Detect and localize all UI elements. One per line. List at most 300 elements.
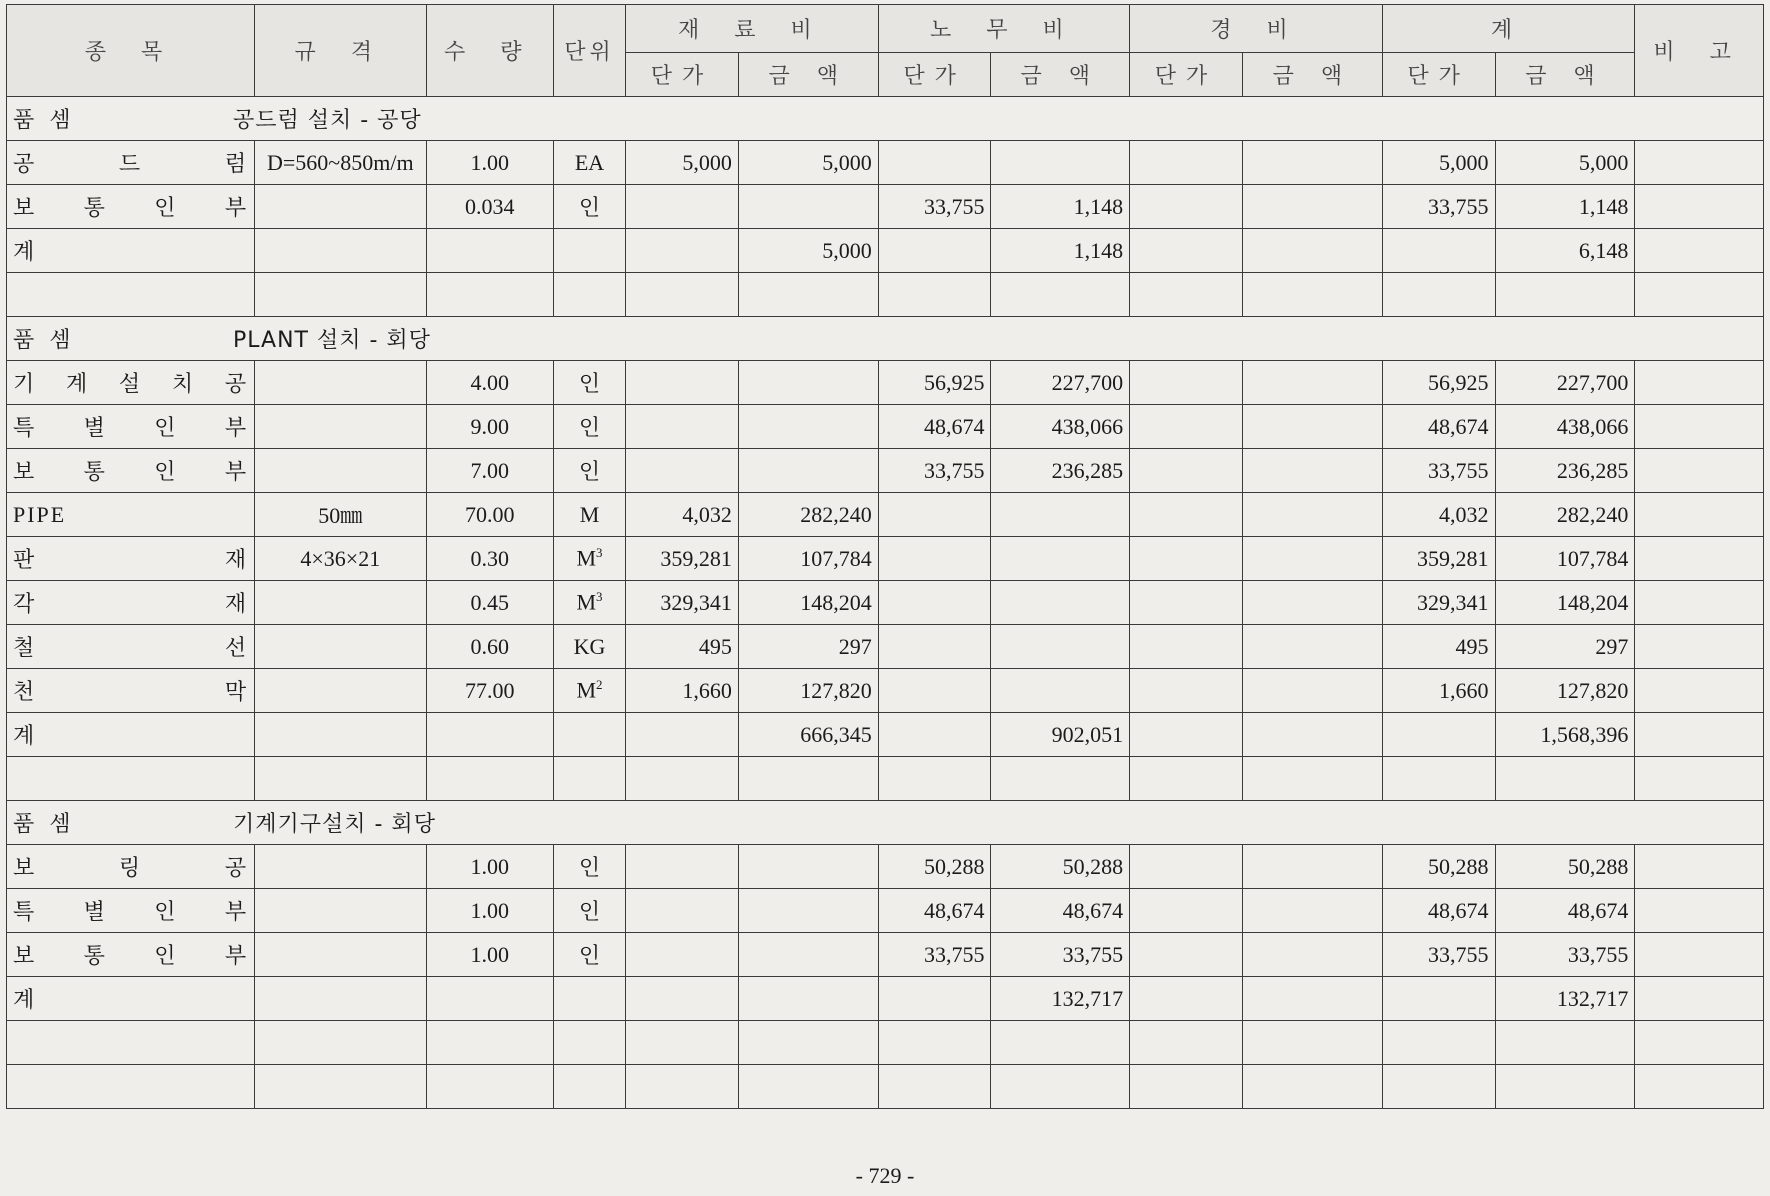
empty-cell bbox=[1242, 1065, 1382, 1109]
cell-tot-p: 5,000 bbox=[1382, 141, 1495, 185]
empty-cell bbox=[1130, 273, 1243, 317]
cell-remark bbox=[1635, 845, 1764, 889]
cell-mat-a: 107,784 bbox=[738, 537, 878, 581]
empty-cell bbox=[878, 1065, 991, 1109]
item-spec bbox=[255, 361, 426, 405]
empty-cell bbox=[255, 1021, 426, 1065]
cell-mat-a: 297 bbox=[738, 625, 878, 669]
empty-cell bbox=[991, 1021, 1130, 1065]
header-material-unit-price: 단가 bbox=[626, 53, 739, 97]
item-qty: 0.45 bbox=[426, 581, 553, 625]
section-title: PLANT 설치 - 회당 bbox=[233, 328, 431, 353]
section-prefix: 품 셈 bbox=[13, 108, 75, 133]
item-unit-text: 인 bbox=[578, 195, 601, 220]
table-row bbox=[7, 537, 1764, 581]
cell-exp-a bbox=[1242, 493, 1382, 537]
empty-cell bbox=[1635, 1021, 1764, 1065]
item-spec bbox=[255, 581, 426, 625]
empty-cell bbox=[255, 1065, 426, 1109]
item-unit bbox=[553, 889, 625, 933]
item-unit-text: 인 bbox=[578, 943, 601, 968]
empty-cell bbox=[1635, 229, 1764, 273]
subtotal-material: 5,000 bbox=[738, 229, 878, 273]
cell-tot-p: 329,341 bbox=[1382, 581, 1495, 625]
cell-tot-p: 359,281 bbox=[1382, 537, 1495, 581]
header-unit: 단위 bbox=[553, 5, 625, 97]
empty-cell bbox=[626, 757, 739, 801]
item-name bbox=[7, 361, 255, 405]
cell-lab-a: 1,148 bbox=[991, 185, 1130, 229]
cell-exp-a bbox=[1242, 581, 1382, 625]
page-number: - 729 - bbox=[855, 1163, 915, 1188]
cell-lab-a bbox=[991, 625, 1130, 669]
header-expense-amount: 금 액 bbox=[1242, 53, 1382, 97]
cell-mat-p bbox=[626, 405, 739, 449]
item-qty: 7.00 bbox=[426, 449, 553, 493]
empty-cell bbox=[553, 757, 625, 801]
item-unit bbox=[553, 625, 625, 669]
empty-cell bbox=[738, 757, 878, 801]
item-unit bbox=[553, 669, 625, 713]
item-unit-text: 인 bbox=[578, 459, 601, 484]
empty-cell bbox=[878, 1021, 991, 1065]
section-prefix: 품 셈 bbox=[13, 328, 75, 353]
header-expense: 경 비 bbox=[1130, 5, 1383, 53]
item-unit-text: 인 bbox=[578, 371, 601, 396]
header-remark: 비 고 bbox=[1635, 5, 1764, 97]
cell-exp-p bbox=[1130, 361, 1243, 405]
cell-lab-p bbox=[878, 493, 991, 537]
empty-cell bbox=[426, 273, 553, 317]
cell-lab-a: 33,755 bbox=[991, 933, 1130, 977]
cell-lab-a: 227,700 bbox=[991, 361, 1130, 405]
section-row bbox=[7, 801, 1764, 845]
cell-lab-a: 236,285 bbox=[991, 449, 1130, 493]
section-prefix: 품 셈 bbox=[13, 812, 75, 837]
item-unit-text: 인 bbox=[578, 899, 601, 924]
subtotal-label: 계 bbox=[7, 977, 255, 1021]
cell-mat-p bbox=[626, 185, 739, 229]
empty-cell bbox=[255, 757, 426, 801]
cell-lab-p bbox=[878, 141, 991, 185]
item-spec bbox=[255, 405, 426, 449]
table-row bbox=[7, 669, 1764, 713]
item-name bbox=[7, 449, 255, 493]
cost-estimate-table bbox=[6, 4, 1764, 1109]
cell-mat-a bbox=[738, 405, 878, 449]
cell-mat-a bbox=[738, 185, 878, 229]
empty-cell bbox=[7, 1021, 255, 1065]
cell-exp-p bbox=[1130, 845, 1243, 889]
item-spec: D=560~850m/m bbox=[255, 141, 426, 185]
item-spec bbox=[255, 625, 426, 669]
cell-lab-p: 33,755 bbox=[878, 449, 991, 493]
item-name-text: 각 재 bbox=[13, 591, 249, 616]
item-unit bbox=[553, 449, 625, 493]
empty-cell bbox=[255, 713, 426, 757]
table-row bbox=[7, 933, 1764, 977]
cell-lab-a bbox=[991, 493, 1130, 537]
empty-cell bbox=[991, 273, 1130, 317]
cell-remark bbox=[1635, 933, 1764, 977]
item-name-text: 특 별 인 부 bbox=[13, 899, 249, 924]
table-row bbox=[7, 845, 1764, 889]
section-header bbox=[7, 801, 1764, 845]
cell-mat-a bbox=[738, 361, 878, 405]
cell-tot-a: 236,285 bbox=[1495, 449, 1635, 493]
empty-cell bbox=[1130, 977, 1243, 1021]
cell-lab-a: 50,288 bbox=[991, 845, 1130, 889]
blank-row bbox=[7, 273, 1764, 317]
item-name-text: 공 드 럼 bbox=[13, 151, 249, 176]
cell-mat-a: 5,000 bbox=[738, 141, 878, 185]
empty-cell bbox=[1635, 977, 1764, 1021]
empty-cell bbox=[1635, 1065, 1764, 1109]
header-total-amount: 금 액 bbox=[1495, 53, 1635, 97]
table-row bbox=[7, 581, 1764, 625]
item-name: PIPE bbox=[7, 493, 255, 537]
subtotal-row bbox=[7, 977, 1764, 1021]
empty-cell bbox=[878, 977, 991, 1021]
cell-tot-a: 127,820 bbox=[1495, 669, 1635, 713]
empty-cell bbox=[626, 229, 739, 273]
cell-exp-p bbox=[1130, 581, 1243, 625]
empty-cell bbox=[1242, 977, 1382, 1021]
item-unit bbox=[553, 537, 625, 581]
cell-exp-a bbox=[1242, 889, 1382, 933]
cell-mat-p: 1,660 bbox=[626, 669, 739, 713]
empty-cell bbox=[553, 713, 625, 757]
table-row bbox=[7, 889, 1764, 933]
item-name bbox=[7, 889, 255, 933]
section-row bbox=[7, 317, 1764, 361]
empty-cell bbox=[1635, 273, 1764, 317]
cell-remark bbox=[1635, 581, 1764, 625]
item-unit-superscript: 3 bbox=[596, 589, 603, 605]
item-name bbox=[7, 625, 255, 669]
empty-cell bbox=[426, 1065, 553, 1109]
empty-cell bbox=[1382, 713, 1495, 757]
item-spec bbox=[255, 933, 426, 977]
empty-cell bbox=[7, 757, 255, 801]
cell-exp-a bbox=[1242, 845, 1382, 889]
cell-mat-a bbox=[738, 449, 878, 493]
cell-tot-p: 33,755 bbox=[1382, 185, 1495, 229]
empty-cell bbox=[1130, 713, 1243, 757]
item-qty: 1.00 bbox=[426, 889, 553, 933]
item-name bbox=[7, 405, 255, 449]
empty-cell bbox=[1242, 273, 1382, 317]
item-unit-superscript: 2 bbox=[596, 677, 603, 693]
item-qty: 1.00 bbox=[426, 845, 553, 889]
item-qty: 0.60 bbox=[426, 625, 553, 669]
cell-tot-a: 297 bbox=[1495, 625, 1635, 669]
item-unit-text: KG bbox=[573, 633, 606, 659]
subtotal-material bbox=[738, 977, 878, 1021]
cell-tot-a: 1,148 bbox=[1495, 185, 1635, 229]
cell-remark bbox=[1635, 141, 1764, 185]
empty-cell bbox=[426, 1021, 553, 1065]
item-unit-text: M bbox=[576, 589, 597, 615]
item-unit bbox=[553, 405, 625, 449]
subtotal-total: 6,148 bbox=[1495, 229, 1635, 273]
header-item: 종 목 bbox=[7, 5, 255, 97]
empty-cell bbox=[255, 229, 426, 273]
subtotal-row bbox=[7, 713, 1764, 757]
cell-lab-a bbox=[991, 141, 1130, 185]
cell-exp-p bbox=[1130, 537, 1243, 581]
cell-mat-p bbox=[626, 889, 739, 933]
empty-cell bbox=[1242, 713, 1382, 757]
header-total-unit-price: 단가 bbox=[1382, 53, 1495, 97]
empty-cell bbox=[991, 757, 1130, 801]
cell-exp-p bbox=[1130, 449, 1243, 493]
subtotal-labor: 132,717 bbox=[991, 977, 1130, 1021]
item-name bbox=[7, 845, 255, 889]
cell-exp-p bbox=[1130, 405, 1243, 449]
cell-lab-a: 438,066 bbox=[991, 405, 1130, 449]
item-name bbox=[7, 933, 255, 977]
cell-exp-a bbox=[1242, 625, 1382, 669]
subtotal-label: 계 bbox=[7, 229, 255, 273]
item-qty: 4.00 bbox=[426, 361, 553, 405]
empty-cell bbox=[553, 977, 625, 1021]
header-labor: 노 무 비 bbox=[878, 5, 1129, 53]
header-qty: 수 량 bbox=[426, 5, 553, 97]
cell-exp-a bbox=[1242, 537, 1382, 581]
item-name-text: 기 계 설 치 공 bbox=[13, 371, 249, 396]
item-unit-text: EA bbox=[574, 149, 605, 175]
cell-tot-p: 48,674 bbox=[1382, 889, 1495, 933]
cell-tot-p: 56,925 bbox=[1382, 361, 1495, 405]
empty-cell bbox=[255, 273, 426, 317]
cell-tot-a: 107,784 bbox=[1495, 537, 1635, 581]
item-qty: 9.00 bbox=[426, 405, 553, 449]
cell-lab-p bbox=[878, 625, 991, 669]
item-unit bbox=[553, 933, 625, 977]
empty-cell bbox=[1130, 229, 1243, 273]
table-row bbox=[7, 185, 1764, 229]
empty-cell bbox=[1382, 757, 1495, 801]
cell-remark bbox=[1635, 185, 1764, 229]
item-unit bbox=[553, 361, 625, 405]
item-spec bbox=[255, 845, 426, 889]
empty-cell bbox=[1495, 273, 1635, 317]
item-unit-text: 인 bbox=[578, 415, 601, 440]
table-row bbox=[7, 449, 1764, 493]
empty-cell bbox=[255, 977, 426, 1021]
cell-lab-p bbox=[878, 669, 991, 713]
cell-remark bbox=[1635, 537, 1764, 581]
cell-mat-a bbox=[738, 933, 878, 977]
empty-cell bbox=[626, 713, 739, 757]
empty-cell bbox=[738, 1021, 878, 1065]
cell-exp-a bbox=[1242, 361, 1382, 405]
cell-remark bbox=[1635, 449, 1764, 493]
empty-cell bbox=[426, 757, 553, 801]
item-name bbox=[7, 537, 255, 581]
item-qty: 0.30 bbox=[426, 537, 553, 581]
section-header bbox=[7, 317, 1764, 361]
header-spec: 규 격 bbox=[255, 5, 426, 97]
empty-cell bbox=[426, 713, 553, 757]
cell-tot-a: 5,000 bbox=[1495, 141, 1635, 185]
item-unit bbox=[553, 845, 625, 889]
item-spec: 50㎜ bbox=[255, 493, 426, 537]
empty-cell bbox=[626, 1021, 739, 1065]
cell-mat-p: 359,281 bbox=[626, 537, 739, 581]
cell-lab-a bbox=[991, 537, 1130, 581]
item-spec bbox=[255, 449, 426, 493]
cell-mat-p: 495 bbox=[626, 625, 739, 669]
cell-lab-p: 33,755 bbox=[878, 185, 991, 229]
empty-cell bbox=[991, 1065, 1130, 1109]
cell-tot-a: 50,288 bbox=[1495, 845, 1635, 889]
empty-cell bbox=[1495, 757, 1635, 801]
cell-mat-p bbox=[626, 361, 739, 405]
table-row bbox=[7, 141, 1764, 185]
cell-tot-p: 33,755 bbox=[1382, 933, 1495, 977]
cell-lab-a bbox=[991, 669, 1130, 713]
cell-tot-a: 227,700 bbox=[1495, 361, 1635, 405]
item-unit bbox=[553, 185, 625, 229]
section-row bbox=[7, 97, 1764, 141]
empty-cell bbox=[1382, 1021, 1495, 1065]
cell-mat-a: 127,820 bbox=[738, 669, 878, 713]
empty-cell bbox=[878, 273, 991, 317]
item-unit-text: M bbox=[576, 545, 597, 571]
item-name bbox=[7, 185, 255, 229]
item-spec bbox=[255, 185, 426, 229]
cell-remark bbox=[1635, 889, 1764, 933]
header-labor-amount: 금 액 bbox=[991, 53, 1130, 97]
item-name bbox=[7, 669, 255, 713]
subtotal-label: 계 bbox=[7, 713, 255, 757]
empty-cell bbox=[878, 757, 991, 801]
cell-mat-p: 4,032 bbox=[626, 493, 739, 537]
section-title: 기계기구설치 - 회당 bbox=[233, 812, 436, 837]
empty-cell bbox=[1635, 757, 1764, 801]
table-body bbox=[7, 97, 1764, 1109]
subtotal-labor: 1,148 bbox=[991, 229, 1130, 273]
section-header bbox=[7, 97, 1764, 141]
table-row bbox=[7, 625, 1764, 669]
cell-remark bbox=[1635, 405, 1764, 449]
cell-tot-p: 50,288 bbox=[1382, 845, 1495, 889]
item-name-text: 보 통 인 부 bbox=[13, 459, 249, 484]
item-qty: 77.00 bbox=[426, 669, 553, 713]
empty-cell bbox=[1382, 273, 1495, 317]
cell-tot-p: 1,660 bbox=[1382, 669, 1495, 713]
item-qty: 70.00 bbox=[426, 493, 553, 537]
empty-cell bbox=[553, 1021, 625, 1065]
item-name-text: 보 링 공 bbox=[13, 855, 249, 880]
item-name-text: 판 재 bbox=[13, 547, 249, 572]
empty-cell bbox=[1242, 1021, 1382, 1065]
table-row bbox=[7, 493, 1764, 537]
header-material-amount: 금 액 bbox=[738, 53, 878, 97]
subtotal-total: 132,717 bbox=[1495, 977, 1635, 1021]
cell-tot-p: 495 bbox=[1382, 625, 1495, 669]
cell-lab-p: 33,755 bbox=[878, 933, 991, 977]
cell-remark bbox=[1635, 669, 1764, 713]
blank-row bbox=[7, 1065, 1764, 1109]
cell-exp-p bbox=[1130, 625, 1243, 669]
empty-cell bbox=[626, 1065, 739, 1109]
table-row bbox=[7, 405, 1764, 449]
cell-lab-p bbox=[878, 581, 991, 625]
empty-cell bbox=[738, 273, 878, 317]
item-qty: 1.00 bbox=[426, 933, 553, 977]
empty-cell bbox=[426, 977, 553, 1021]
empty-cell bbox=[1242, 229, 1382, 273]
item-unit bbox=[553, 141, 625, 185]
empty-cell bbox=[553, 273, 625, 317]
cell-tot-a: 148,204 bbox=[1495, 581, 1635, 625]
empty-cell bbox=[553, 1065, 625, 1109]
subtotal-material: 666,345 bbox=[738, 713, 878, 757]
cell-lab-a: 48,674 bbox=[991, 889, 1130, 933]
empty-cell bbox=[553, 229, 625, 273]
cell-exp-p bbox=[1130, 141, 1243, 185]
item-spec: 4×36×21 bbox=[255, 537, 426, 581]
subtotal-labor: 902,051 bbox=[991, 713, 1130, 757]
item-unit-superscript: 3 bbox=[596, 545, 603, 561]
item-name-text: 보 통 인 부 bbox=[13, 195, 249, 220]
header-material: 재 료 비 bbox=[626, 5, 879, 53]
item-spec bbox=[255, 889, 426, 933]
cell-mat-a bbox=[738, 845, 878, 889]
cell-remark bbox=[1635, 625, 1764, 669]
item-unit-text: 인 bbox=[578, 855, 601, 880]
empty-cell bbox=[1242, 757, 1382, 801]
cell-exp-a bbox=[1242, 405, 1382, 449]
cell-exp-p bbox=[1130, 669, 1243, 713]
cell-lab-a bbox=[991, 581, 1130, 625]
item-name-text: 철 선 bbox=[13, 635, 249, 660]
empty-cell bbox=[1382, 1065, 1495, 1109]
item-spec bbox=[255, 669, 426, 713]
table-row bbox=[7, 361, 1764, 405]
item-name bbox=[7, 581, 255, 625]
cell-exp-a bbox=[1242, 185, 1382, 229]
cell-mat-p bbox=[626, 933, 739, 977]
section-title: 공드럼 설치 - 공당 bbox=[233, 108, 422, 133]
empty-cell bbox=[626, 977, 739, 1021]
cell-tot-p: 33,755 bbox=[1382, 449, 1495, 493]
cell-exp-p bbox=[1130, 889, 1243, 933]
cell-lab-p: 48,674 bbox=[878, 889, 991, 933]
cell-exp-a bbox=[1242, 669, 1382, 713]
subtotal-total: 1,568,396 bbox=[1495, 713, 1635, 757]
cell-exp-p bbox=[1130, 493, 1243, 537]
cell-lab-p: 48,674 bbox=[878, 405, 991, 449]
item-qty: 1.00 bbox=[426, 141, 553, 185]
cell-tot-p: 48,674 bbox=[1382, 405, 1495, 449]
cell-tot-a: 438,066 bbox=[1495, 405, 1635, 449]
header-total: 계 bbox=[1382, 5, 1635, 53]
empty-cell bbox=[626, 273, 739, 317]
empty-cell bbox=[1635, 713, 1764, 757]
empty-cell bbox=[878, 713, 991, 757]
cell-tot-a: 282,240 bbox=[1495, 493, 1635, 537]
item-unit-text: M bbox=[576, 677, 597, 703]
empty-cell bbox=[426, 229, 553, 273]
cell-mat-p: 329,341 bbox=[626, 581, 739, 625]
item-unit bbox=[553, 581, 625, 625]
empty-cell bbox=[878, 229, 991, 273]
cell-lab-p: 56,925 bbox=[878, 361, 991, 405]
